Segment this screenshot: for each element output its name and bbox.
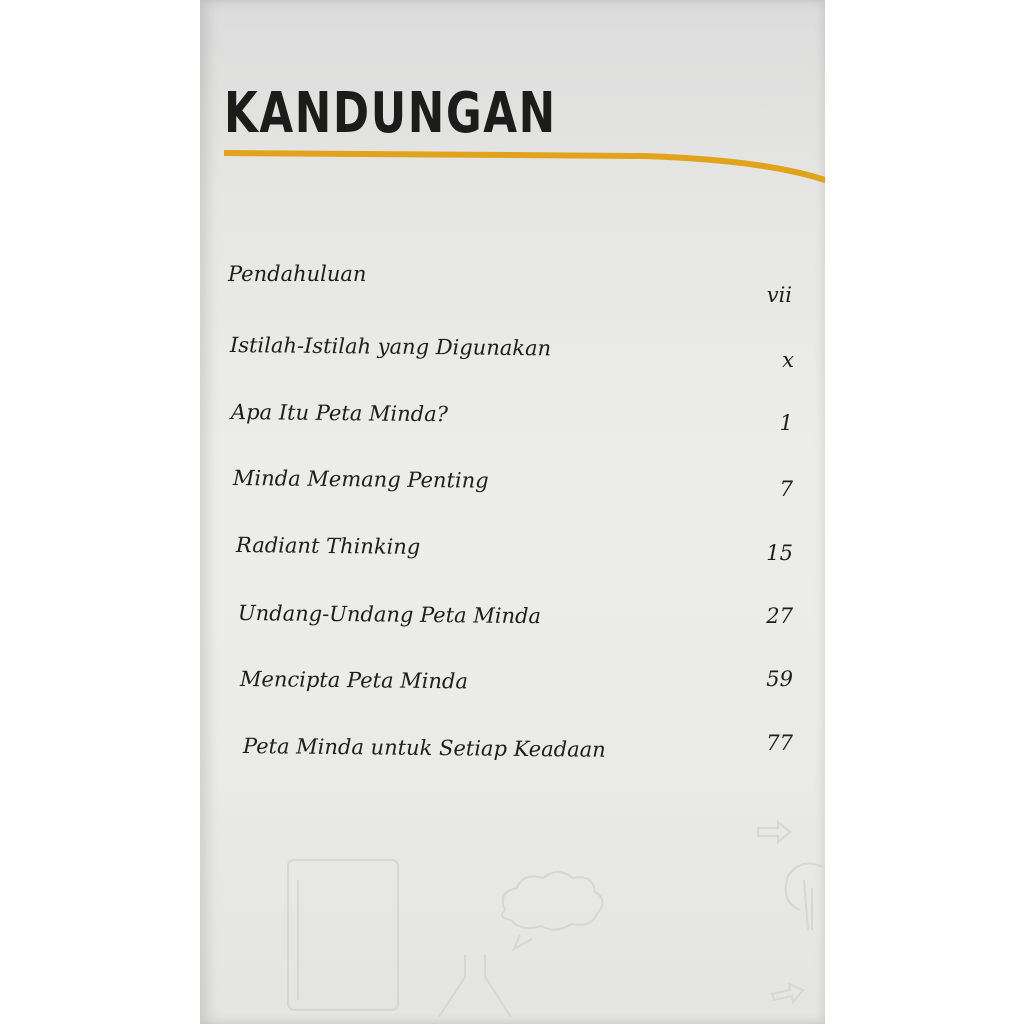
background-doodles xyxy=(200,780,825,1024)
toc-title-radiant-thinking[interactable]: Radiant Thinking xyxy=(235,533,421,559)
toc-title-mencipta-peta-minda[interactable]: Mencipta Peta Minda xyxy=(239,667,469,694)
toc-title-pendahuluan[interactable]: Pendahuluan xyxy=(228,262,367,286)
book-page xyxy=(200,0,825,1024)
toc-page-pendahuluan: vii xyxy=(766,283,792,307)
toc-page-peta-minda-untuk-setiap-keadaan: 77 xyxy=(766,731,793,755)
toc-title-istilah[interactable]: Istilah-Istilah yang Digunakan xyxy=(229,333,552,361)
page-heading: KANDUNGAN xyxy=(224,81,557,146)
arrow-doodle-2 xyxy=(772,984,803,1002)
flask-doodle xyxy=(439,955,511,1017)
toc-title-apa-itu-peta-minda[interactable]: Apa Itu Peta Minda? xyxy=(230,400,449,427)
toc-page-radiant-thinking: 15 xyxy=(766,541,793,565)
toc-page-apa-itu-peta-minda: 1 xyxy=(779,411,793,435)
toc-title-undang-undang[interactable]: Undang-Undang Peta Minda xyxy=(237,601,542,629)
toc-page-istilah: x xyxy=(782,348,794,372)
toc-page-minda-memang-penting: 7 xyxy=(779,477,793,501)
toc-title-minda-memang-penting[interactable]: Minda Memang Penting xyxy=(232,466,489,493)
notebook-doodle xyxy=(288,860,398,1010)
toc-title-peta-minda-untuk-setiap-keadaan[interactable]: Peta Minda untuk Setiap Keadaan xyxy=(242,734,606,762)
arrow-doodle-1 xyxy=(758,822,790,842)
cloud-doodle xyxy=(502,872,602,930)
toc-page-undang-undang: 27 xyxy=(766,604,793,628)
toc-page-mencipta-peta-minda: 59 xyxy=(766,667,793,691)
